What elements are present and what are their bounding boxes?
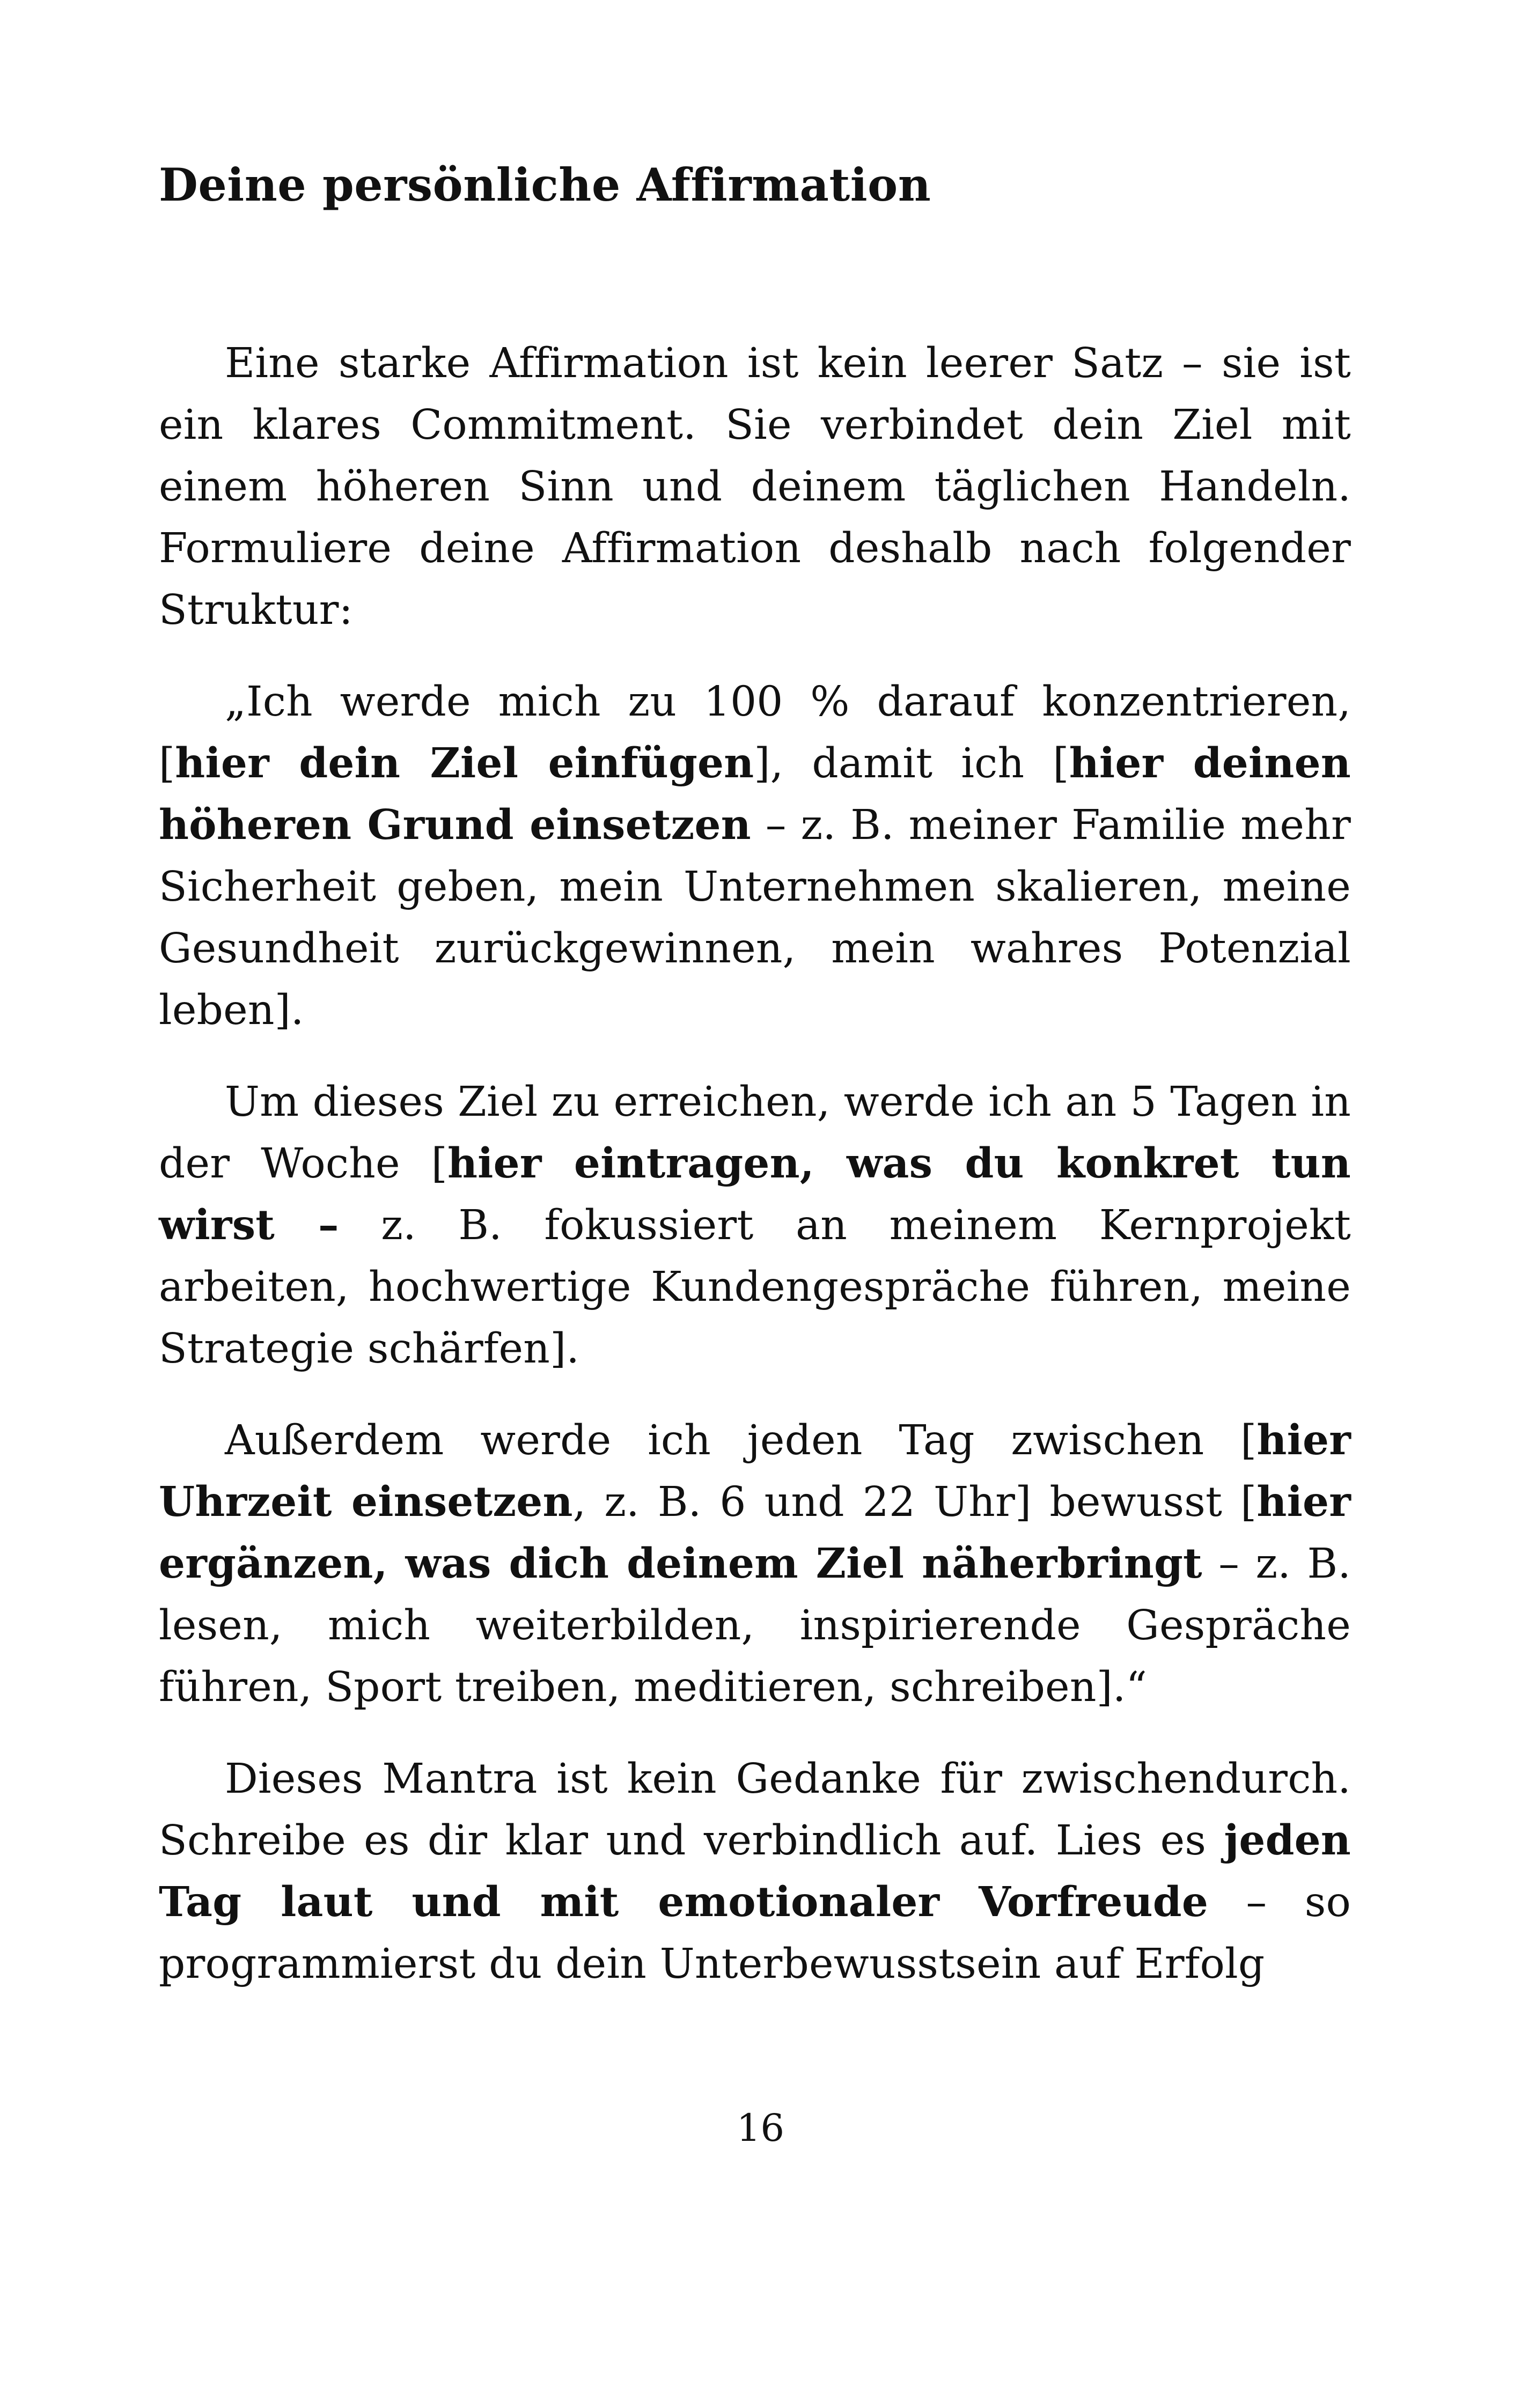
page-number: 16: [736, 2106, 785, 2150]
text-segment: Eine starke Affirmation ist kein leerer Satz – sie ist ein klares Commitment. Sie verbindet dein Ziel mit einem höheren Sinn und deinem täglichen Handeln. Formuliere deine Affirmation deshalb nach folgender Struktur:: [159, 340, 1351, 634]
text-segment: Dieses Mantra ist kein Gedanke für zwischendurch. Schreibe es dir klar und verbindlich auf. Lies es: [159, 1755, 1351, 1865]
bold-text-segment: hier ergänzen, was dich deinem Ziel näherbringt: [159, 1478, 1351, 1588]
page-heading: Deine persönliche Affirmation: [159, 158, 931, 211]
text-segment: ], damit ich [: [754, 740, 1069, 787]
text-segment: – z. B. lesen, mich weiterbilden, inspirierende Gespräche führen, Sport treiben, meditieren, schreiben].“: [159, 1540, 1351, 1711]
text-segment: „Ich werde mich zu 100 % darauf konzentrieren, [: [159, 678, 1351, 787]
paragraph-mantra: [159, 1748, 1351, 1995]
paragraph-intro: [159, 333, 1351, 641]
paragraph-affirmation-goal: [159, 671, 1351, 1041]
text-segment: , z. B. 6 und 22 Uhr] bewusst [: [572, 1478, 1257, 1526]
paragraph-affirmation-weekly: [159, 1071, 1351, 1380]
text-segment: Außerdem werde ich jeden Tag zwischen [: [225, 1417, 1257, 1464]
body-text: [159, 333, 1351, 2025]
text-segment: – so programmierst du dein Unterbewusstsein auf Erfolg: [159, 1879, 1351, 1988]
bold-text-segment: jeden Tag laut und mit emotionaler Vorfreude: [159, 1816, 1351, 1926]
bold-text-segment: hier dein Ziel einfügen: [175, 739, 754, 787]
bold-text-segment: hier deinen höheren Grund einsetzen: [159, 739, 1351, 849]
text-segment: z. B. fokussiert an meinem Kernprojekt arbeiten, hochwertige Kundengespräche führen, meine Strategie schärfen].: [159, 1202, 1351, 1373]
text-segment: – z. B. meiner Familie mehr Sicherheit geben, mein Unternehmen skalieren, meine Gesundheit zurückgewinnen, mein wahres Potenzial leben].: [159, 801, 1351, 1034]
text-segment: Um dieses Ziel zu erreichen, werde ich an 5 Tagen in der Woche [: [159, 1078, 1351, 1188]
bold-text-segment: hier eintragen, was du konkret tun wirst –: [159, 1139, 1351, 1249]
bold-text-segment: hier Uhrzeit einsetzen: [159, 1416, 1351, 1526]
paragraph-affirmation-daily: [159, 1410, 1351, 1718]
